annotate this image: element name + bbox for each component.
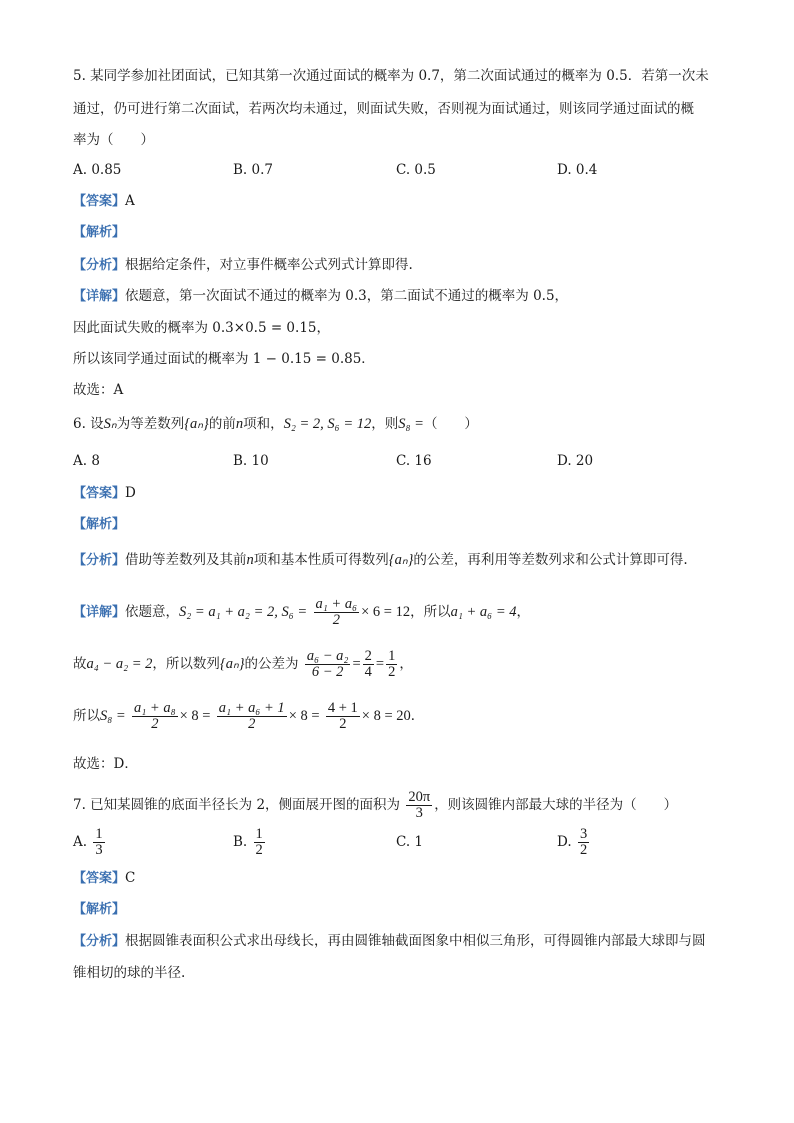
fenxi-seq: {aₙ}	[388, 552, 414, 568]
fenxi-tag: 【分析】	[73, 553, 126, 568]
q7-opt-b-den: 2	[255, 842, 263, 858]
q7-fenxi-line-1	[73, 932, 706, 951]
q6-stem-n: n	[235, 416, 244, 432]
x3-f1-den: 2	[151, 716, 159, 732]
q7-opt-a-fraction	[93, 827, 104, 858]
fenxi-text: 根据圆锥表面积公式求出母线长，再由圆锥轴截面图象中相似三角形，可得圆锥内部最大球即与圆	[125, 933, 706, 949]
x2-end: ，	[399, 656, 413, 672]
q7-opt-b-label: B.	[233, 834, 248, 850]
q5-option-d: D. 0.4	[557, 162, 598, 178]
x2-f1-den: 6 − 2	[311, 664, 344, 680]
q5-choose: 故选：A	[73, 382, 124, 398]
answer-tag: 【答案】	[73, 486, 126, 501]
q6-stem-mid: 为等差数列	[116, 416, 185, 432]
fenxi-a: 借助等差数列及其前	[125, 552, 247, 568]
x2-eq-2: =	[375, 656, 385, 672]
q5-xiangjie-line-1	[73, 287, 568, 306]
q7-stem-b: ，则该圆锥内部最大球的半径为（ ）	[434, 797, 678, 813]
q7-stem	[73, 786, 677, 824]
fenxi-n: n	[246, 552, 254, 568]
q5-stem-line-3: 率为（ ）	[73, 132, 154, 148]
q7-opt-b-fraction	[254, 827, 265, 858]
q6-stem-end: （ ）	[423, 416, 478, 432]
answer-tag: 【答案】	[73, 194, 126, 209]
q7-opt-a-num: 1	[95, 826, 103, 842]
q7-stem-fraction	[406, 790, 432, 821]
q7-option-c: C. 1	[396, 834, 424, 850]
x1-f: ，	[516, 604, 531, 620]
x2-f3-den: 2	[388, 664, 396, 680]
x1-den: 2	[332, 612, 340, 628]
q6-stem-mid2: 的前	[208, 416, 236, 432]
x3-d: × 8 =	[288, 708, 320, 724]
q7-opt-b-num: 1	[255, 826, 263, 842]
x2-f2-num: 2	[364, 648, 372, 664]
q5-xiangjie-line-2: 因此面试失败的概率为 0.3×0.5 = 0.15，	[73, 320, 330, 336]
q6-stem-mid3: 项和，	[243, 416, 284, 432]
q6-stem-sn: Sₙ	[103, 416, 117, 432]
x3-fraction-3	[326, 701, 360, 732]
x2-fraction-2	[363, 649, 374, 680]
q5-stem-line-1: 5. 某同学参加社团面试，已知其第一次通过面试的概率为 0.7，第二次面试通过的概率为 0.5．若第一次未	[73, 68, 709, 84]
answer-value: D	[125, 485, 136, 501]
x2-c: ，所以数列	[152, 656, 220, 672]
answer-value: A	[125, 193, 135, 209]
x3-a: 所以	[73, 708, 100, 724]
q7-answer	[73, 869, 135, 888]
q5-option-b: B. 0.7	[233, 162, 273, 178]
q7-option-b	[233, 823, 267, 861]
q5-answer	[73, 192, 135, 211]
q7-opt-d-num: 3	[579, 826, 588, 842]
x1-d: ，所以	[410, 604, 451, 620]
q5-fenxi	[73, 256, 413, 275]
fenxi-c: 的公差，再利用等差数列求和公式计算即可得.	[413, 552, 688, 568]
q6-analysis-heading	[73, 515, 125, 534]
q5-option-c: C. 0.5	[396, 162, 436, 178]
x3-b: S₈ =	[100, 708, 126, 724]
fenxi-b: 项和基本性质可得数列	[253, 552, 389, 568]
q7-opt-a-den: 3	[95, 842, 103, 858]
q7-opt-a-label: A.	[73, 834, 88, 850]
answer-value: C	[125, 870, 136, 886]
x1-e: a₁ + a₆ = 4	[450, 604, 517, 620]
x3-fraction-1	[132, 701, 178, 732]
x2-f3-num: 1	[388, 648, 396, 664]
q6-option-d: D. 20	[557, 453, 594, 469]
answer-tag: 【答案】	[73, 871, 126, 886]
x1-num: a₁ + a₆	[315, 596, 358, 612]
q7-option-a	[73, 823, 107, 861]
q5-analysis-heading	[73, 223, 125, 242]
x3-end: ．	[410, 708, 425, 724]
analysis-tag: 【解析】	[73, 517, 126, 532]
q6-stem-seq: {aₙ}	[184, 416, 209, 432]
x3-f3-den: 2	[339, 716, 347, 732]
q6-stem-pre: 6. 设	[73, 416, 104, 432]
q5-xiangjie-line-3: 所以该同学通过面试的概率为 1 − 0.15 = 0.85．	[73, 351, 375, 367]
q7-analysis-heading	[73, 900, 125, 919]
q5-stem-line-2: 通过，仍可进行第二次面试，若两次均未通过，则面试失败，否则视为面试通过，则该同学通过面试的概	[73, 101, 694, 117]
q6-option-c: C. 16	[396, 453, 432, 469]
q6-xiangjie-line-1	[73, 593, 530, 632]
x1-c: × 6 = 12	[361, 604, 411, 620]
x2-b: a₄ − a₂ = 2	[86, 656, 153, 672]
analysis-tag: 【解析】	[73, 225, 126, 240]
q6-xiangjie-line-3	[73, 697, 424, 735]
x3-f2-num: a₁ + a₆ + 1	[218, 700, 285, 716]
x1-b: S₂ = a₁ + a₂ = 2, S₆ =	[179, 604, 308, 620]
x2-fraction-3	[386, 649, 397, 680]
q6-stem-post: ，则	[371, 416, 399, 432]
q6-stem	[73, 415, 478, 433]
q6-option-a: A. 8	[73, 453, 100, 469]
q6-choose: 故选：D．	[73, 756, 138, 772]
x3-c: × 8 =	[179, 708, 211, 724]
x2-seq: {aₙ}	[219, 656, 245, 672]
x2-d: 的公差为	[244, 656, 299, 672]
q7-fenxi-line-2: 锥相切的球的半径.	[73, 965, 186, 981]
fenxi-tag: 【分析】	[73, 258, 126, 273]
q7-option-d	[557, 823, 591, 861]
xiangjie-tag: 【详解】	[73, 605, 126, 620]
q5-option-a: A. 0.85	[73, 162, 122, 178]
q6-answer	[73, 484, 136, 503]
fenxi-text: 根据给定条件，对立事件概率公式列式计算即得.	[125, 257, 413, 273]
q6-stem-s8: S₈ =	[398, 416, 424, 432]
q6-fenxi	[73, 551, 688, 570]
x3-e: × 8 = 20	[361, 708, 411, 724]
x3-fraction-2	[217, 701, 287, 732]
analysis-tag: 【解析】	[73, 902, 126, 917]
x1-a: 依题意，	[125, 604, 180, 620]
q7-stem-a: 7. 已知某圆锥的底面半径长为 2，侧面展开图的面积为	[73, 797, 401, 813]
x3-f3-num: 4 + 1	[327, 700, 358, 716]
q7-opt-d-den: 2	[579, 842, 588, 858]
x1-fraction	[314, 597, 360, 628]
x3-f1-num: a₁ + a₈	[134, 700, 176, 716]
xiangjie-text: 依题意，第一次面试不通过的概率为 0.3，第二面试不通过的概率为 0.5，	[125, 288, 569, 304]
q7-stem-fd: 3	[415, 805, 423, 821]
xiangjie-tag: 【详解】	[73, 289, 126, 304]
fenxi-tag: 【分析】	[73, 934, 126, 949]
q6-option-b: B. 10	[233, 453, 269, 469]
q7-opt-d-fraction	[578, 827, 589, 858]
q6-stem-cond: S₂ = 2, S₆ = 12	[283, 416, 372, 432]
x2-eq-1: =	[352, 656, 361, 672]
q6-xiangjie-line-2	[73, 645, 413, 683]
x2-f2-den: 4	[364, 664, 372, 680]
x2-a: 故	[73, 656, 87, 672]
x2-f1-num: a₆ − a₂	[306, 648, 349, 664]
x2-fraction-1	[305, 649, 351, 680]
q7-stem-fn: 20π	[408, 789, 431, 805]
q7-opt-d-label: D.	[557, 834, 572, 850]
x3-f2-den: 2	[248, 716, 256, 732]
